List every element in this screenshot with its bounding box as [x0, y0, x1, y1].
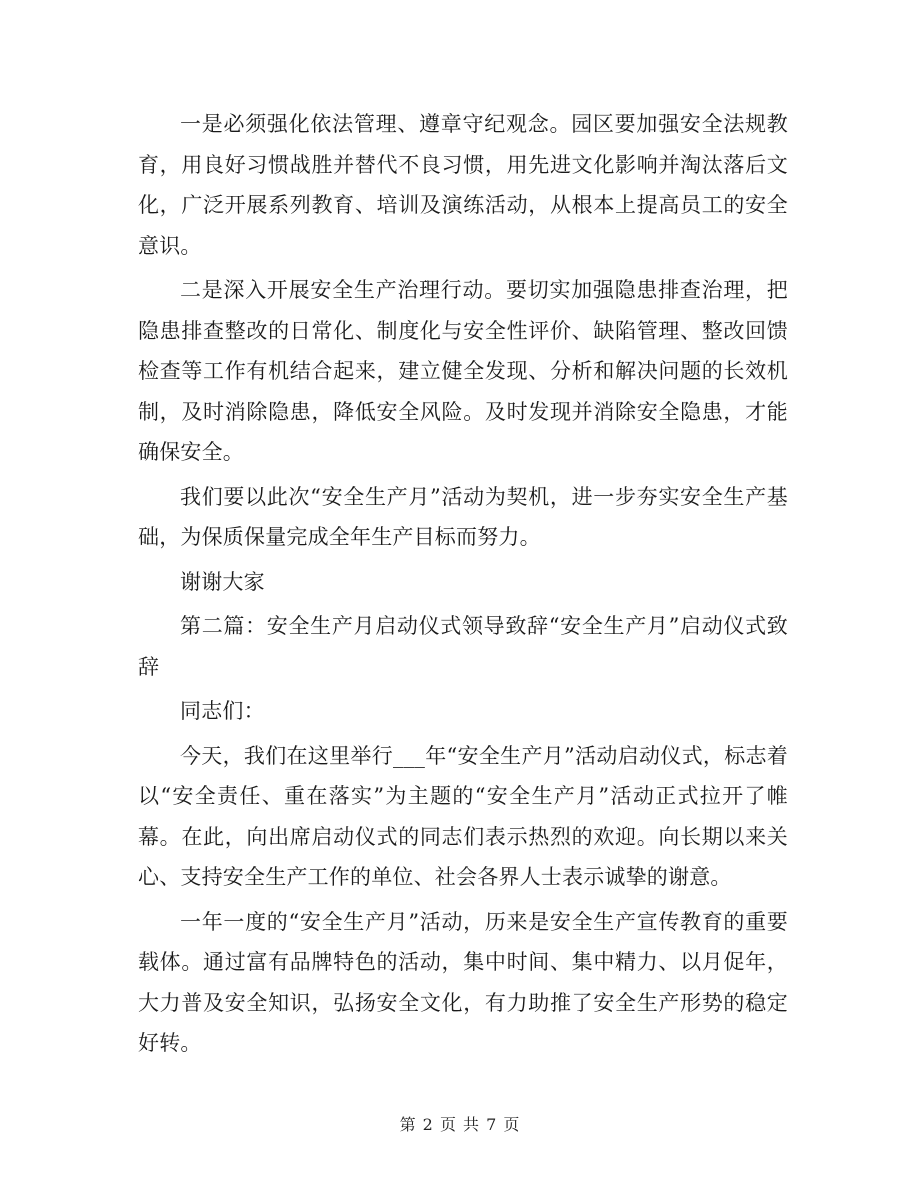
section-heading: 第二篇：安全生产月启动仪式领导致辞“安全生产月”启动仪式致辞 — [138, 614, 788, 679]
paragraph-1: 一是必须强化依法管理、遵章守纪观念。园区要加强安全法规教育，用良好习惯战胜并替代不良习惯，用先进文化影响并淘汰落后文化，广泛开展系列教育、培训及演练活动，从根本上提高员工的安全意识。 — [138, 112, 788, 258]
paragraph-5: 一年一度的“安全生产月”活动，历来是安全生产宣传教育的重要载体。通过富有品牌特色的活动，集中时间、集中精力、以月促年，大力普及安全知识，弘扬安全文化，有力助推了安全生产形势的稳定好转。 — [138, 909, 788, 1055]
salutation: 同志们： — [180, 699, 265, 723]
paragraph-4: 今天，我们在这里举行___年“安全生产月”活动启动仪式，标志着以“安全责任、重在落实”为主题的“安全生产月”活动正式拉开了帷幕。在此，向出席启动仪式的同志们表示热烈的欢迎。向长期以来关心、支持安全生产工作的单位、社会各界人士表示诚挚的谢意。 — [138, 743, 788, 889]
paragraph-thanks: 谢谢大家 — [180, 569, 265, 594]
paragraph-2: 二是深入开展安全生产治理行动。要切实加强隐患排查治理，把隐患排查整改的日常化、制度化与安全性评价、缺陷管理、整改回馈检查等工作有机结合起来，建立健全发现、分析和解决问题的长效机制，及时消除隐患，降低安全风险。及时发现并消除安全隐患，才能确保安全。 — [138, 278, 788, 464]
paragraph-3: 我们要以此次“安全生产月”活动为契机，进一步夯实安全生产基础，为保质保量完成全年生产目标而努力。 — [138, 484, 788, 549]
page-footer — [0, 1112, 920, 1135]
document-body — [138, 104, 788, 1068]
page-number-label: 第 2 页 共 7 页 — [399, 1115, 521, 1134]
